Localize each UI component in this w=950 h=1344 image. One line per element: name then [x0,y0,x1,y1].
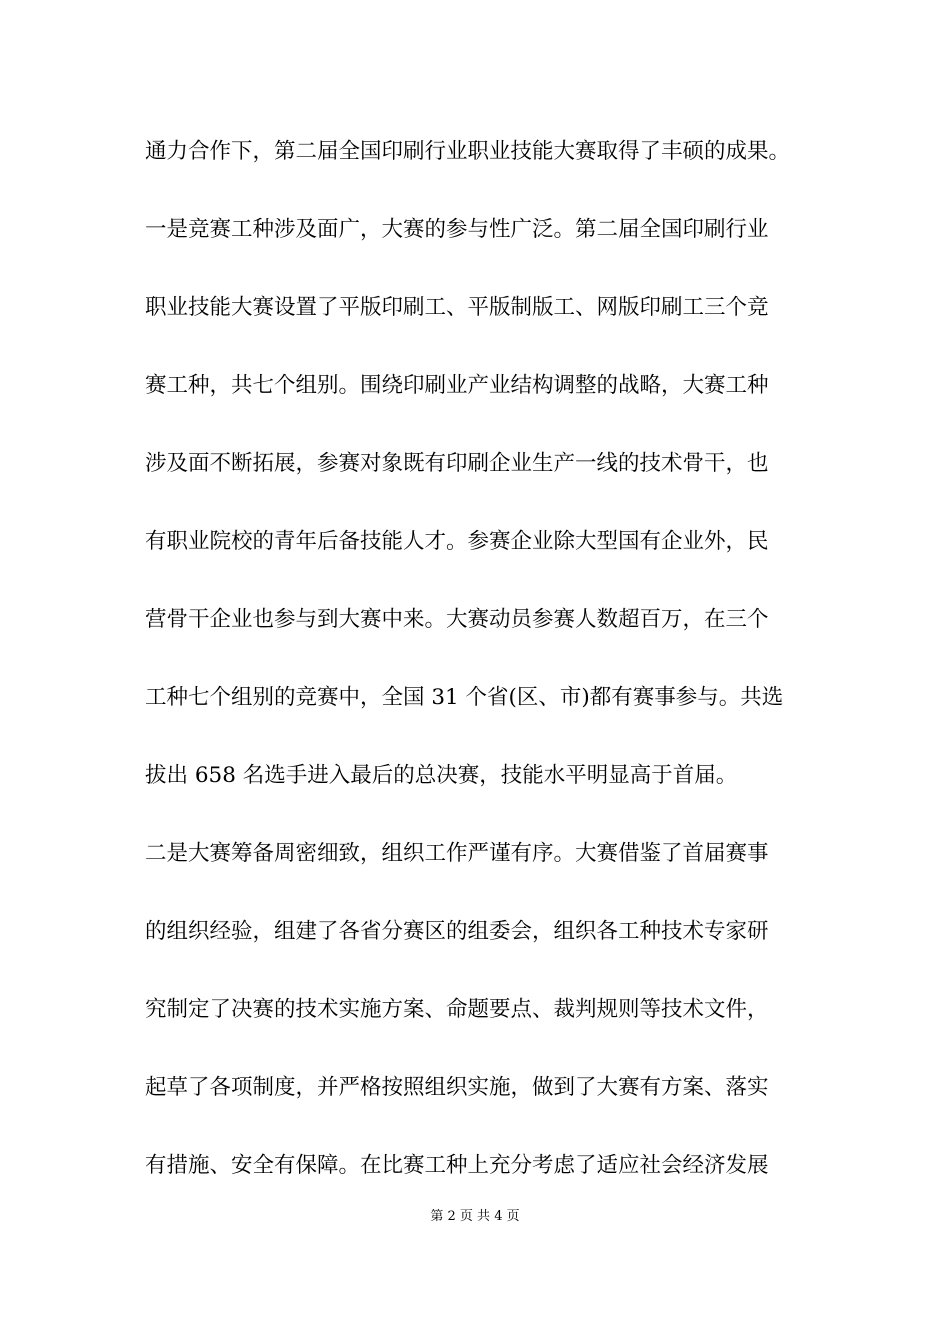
paragraph-line-11: 的组织经验，组建了各省分赛区的组委会，组织各工种技术专家研 [145,919,769,944]
paragraph-line-9: 拔出 658 名选手进入最后的总决赛，技能水平明显高于首届。 [145,763,738,788]
paragraph-line-7: 营骨干企业也参与到大赛中来。大赛动员参赛人数超百万，在三个 [145,607,769,632]
paragraph-line-1: 通力合作下，第二届全国印刷行业职业技能大赛取得了丰硕的成果。 [145,139,791,164]
page-number-footer: 第 2 页 共 4 页 [430,1209,520,1224]
paragraph-line-2: 一是竞赛工种涉及面广，大赛的参与性广泛。第二届全国印刷行业 [145,217,769,242]
paragraph-line-13: 起草了各项制度，并严格按照组织实施，做到了大赛有方案、落实 [145,1075,769,1100]
paragraph-line-14: 有措施、安全有保障。在比赛工种上充分考虑了适应社会经济发展 [145,1153,769,1178]
paragraph-line-6: 有职业院校的青年后备技能人才。参赛企业除大型国有企业外，民 [145,529,769,554]
paragraph-line-8: 工种七个组别的竞赛中，全国 31 个省(区、市)都有赛事参与。共选 [145,685,784,710]
paragraph-line-12: 究制定了决赛的技术实施方案、命题要点、裁判规则等技术文件， [145,997,769,1022]
paragraph-line-4: 赛工种，共七个组别。围绕印刷业产业结构调整的战略，大赛工种 [145,373,769,398]
paragraph-line-3: 职业技能大赛设置了平版印刷工、平版制版工、网版印刷工三个竞 [145,295,769,320]
paragraph-line-5: 涉及面不断拓展，参赛对象既有印刷企业生产一线的技术骨干，也 [145,451,769,476]
paragraph-line-10: 二是大赛筹备周密细致，组织工作严谨有序。大赛借鉴了首届赛事 [145,841,769,866]
